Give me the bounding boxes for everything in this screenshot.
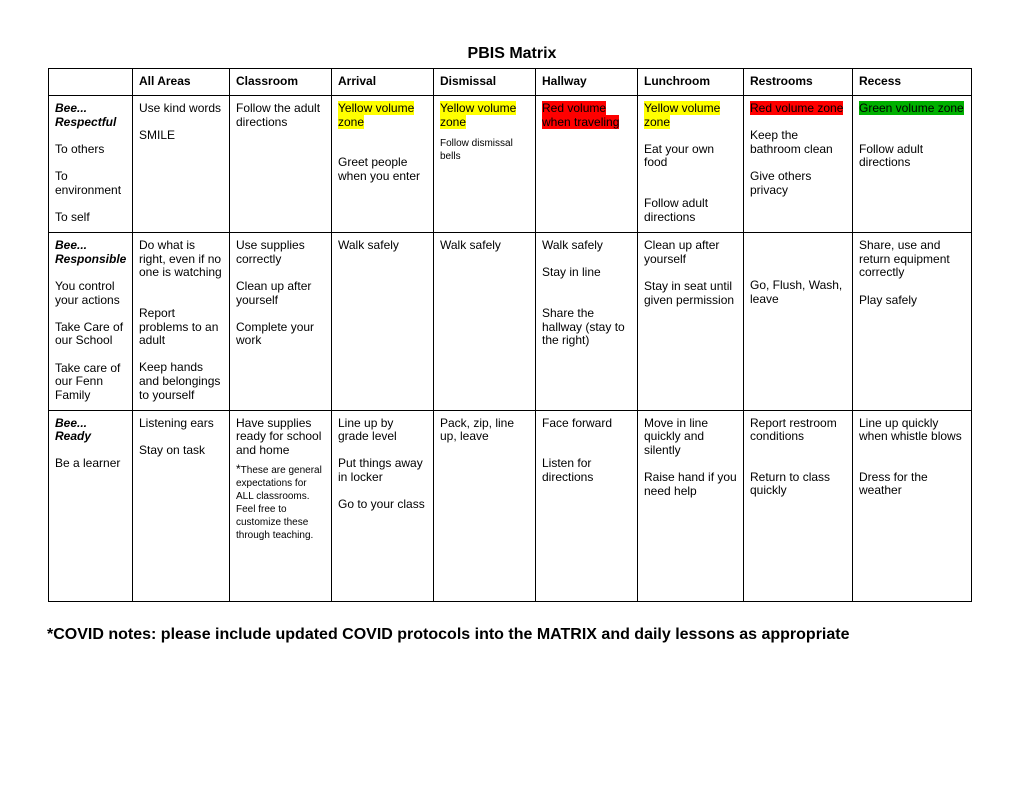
cell-responsible-hallway bbox=[536, 233, 638, 410]
cell-ready-classroom bbox=[230, 410, 332, 601]
yellow-volume-zone: Yellow volume zone bbox=[338, 101, 415, 129]
cell-respectful-restrooms bbox=[744, 96, 853, 233]
cell-text: Clean up after yourself bbox=[644, 238, 720, 266]
row-respectful bbox=[49, 96, 972, 233]
header-all-areas: All Areas bbox=[133, 69, 230, 96]
cell-respectful-hallway bbox=[536, 96, 638, 233]
header-recess: Recess bbox=[853, 69, 972, 96]
cell-ready-arrival bbox=[332, 410, 434, 601]
cell-responsible-arrival bbox=[332, 233, 434, 410]
cell-text: Share, use and return equipment correctly bbox=[859, 238, 950, 280]
cell-ready-restrooms bbox=[744, 410, 853, 601]
row-item: To self bbox=[55, 209, 90, 224]
covid-note: *COVID notes: please include updated COVID protocols into the MATRIX and daily lessons as appropriate bbox=[47, 626, 850, 643]
red-volume-zone: Red volume when traveling bbox=[542, 101, 620, 129]
cell-text: SMILE bbox=[139, 128, 176, 143]
cell-respectful-classroom bbox=[230, 96, 332, 233]
cell-respectful-all-areas bbox=[133, 96, 230, 233]
cell-ready-dismissal bbox=[434, 410, 536, 601]
cell-text: Greet people when you enter bbox=[338, 155, 421, 183]
cell-ready-all-areas bbox=[133, 410, 230, 601]
cell-text: Stay in seat until given permission bbox=[644, 279, 735, 307]
row-title: Bee... Respectful bbox=[55, 101, 117, 129]
row-item: To others bbox=[55, 141, 105, 156]
cell-text: Go to your class bbox=[338, 497, 425, 512]
cell-responsible-recess bbox=[853, 233, 972, 410]
cell-responsible-dismissal bbox=[434, 233, 536, 410]
cell-ready-recess bbox=[853, 410, 972, 601]
cell-ready-lunchroom bbox=[638, 410, 744, 601]
header-lunchroom: Lunchroom bbox=[638, 69, 744, 96]
green-volume-zone: Green volume zone bbox=[859, 101, 964, 116]
pbis-matrix-table bbox=[48, 68, 972, 602]
header-restrooms: Restrooms bbox=[744, 69, 853, 96]
cell-text: Share the hallway (stay to the right) bbox=[542, 306, 625, 348]
cell-text: Play safely bbox=[859, 292, 918, 307]
row-item: Take care of our Fenn Family bbox=[55, 360, 121, 402]
cell-text: Keep the bathroom clean bbox=[750, 128, 833, 156]
footnote-marker: * bbox=[236, 462, 241, 477]
cell-text: Use kind words bbox=[139, 101, 222, 116]
cell-text: Move in line quickly and silently bbox=[644, 415, 709, 457]
cell-text: Go, Flush, Wash, leave bbox=[750, 278, 843, 306]
cell-responsible-classroom bbox=[230, 233, 332, 410]
cell-text: Stay on task bbox=[139, 442, 206, 457]
footnote-text: These are general expectations for ALL classrooms. Feel free to customize these through teaching. bbox=[236, 465, 322, 542]
cell-text: Listening ears bbox=[139, 415, 214, 430]
cell-text: Have supplies ready for school and home bbox=[236, 415, 322, 457]
row-title: Bee... Responsible bbox=[55, 238, 127, 266]
cell-text: Follow adult directions bbox=[859, 141, 924, 170]
cell-text: Follow adult directions bbox=[644, 196, 709, 224]
cell-text: Put things away in locker bbox=[338, 456, 423, 484]
cell-respectful-dismissal bbox=[434, 96, 536, 233]
red-volume-zone: Red volume zone bbox=[750, 101, 844, 116]
row-item: Be a learner bbox=[55, 456, 121, 471]
cell-text: Eat your own food bbox=[644, 141, 715, 170]
cell-text: Walk safely bbox=[440, 238, 501, 253]
header-corner bbox=[49, 69, 133, 96]
cell-text: Give others privacy bbox=[750, 169, 812, 197]
header-row bbox=[49, 69, 972, 96]
cell-text: Follow the adult directions bbox=[236, 101, 321, 129]
cell-text: Report problems to an adult bbox=[139, 306, 219, 348]
cell-respectful-lunchroom bbox=[638, 96, 744, 233]
cell-text: Listen for directions bbox=[542, 456, 594, 484]
cell-text: Keep hands and belongings to yourself bbox=[139, 360, 221, 402]
cell-text: Dress for the weather bbox=[859, 469, 928, 498]
cell-respectful-arrival bbox=[332, 96, 434, 233]
cell-responsible-lunchroom bbox=[638, 233, 744, 410]
cell-text: Stay in line bbox=[542, 265, 601, 280]
cell-text: Report restroom conditions bbox=[750, 415, 837, 444]
cell-ready-hallway bbox=[536, 410, 638, 601]
header-arrival: Arrival bbox=[332, 69, 434, 96]
cell-text: Walk safely bbox=[542, 238, 603, 253]
row-item: You control your actions bbox=[55, 279, 120, 307]
row-ready bbox=[49, 410, 972, 601]
page-title: PBIS Matrix bbox=[467, 45, 557, 62]
classroom-footnote bbox=[236, 463, 325, 542]
header-hallway: Hallway bbox=[536, 69, 638, 96]
cell-text: Do what is right, even if no one is watching bbox=[139, 238, 222, 280]
cell-text: Face forward bbox=[542, 415, 613, 430]
cell-responsible-restrooms bbox=[744, 233, 853, 410]
header-dismissal: Dismissal bbox=[434, 69, 536, 96]
row-head-respectful bbox=[49, 96, 133, 233]
cell-text: Walk safely bbox=[338, 238, 399, 253]
row-item: Take Care of our School bbox=[55, 319, 124, 348]
row-head-ready bbox=[49, 410, 133, 601]
yellow-volume-zone: Yellow volume zone bbox=[644, 101, 721, 129]
cell-respectful-recess bbox=[853, 96, 972, 233]
row-item: To environment bbox=[55, 169, 122, 197]
cell-text: Complete your work bbox=[236, 319, 315, 348]
cell-text: Line up quickly when whistle blows bbox=[859, 415, 962, 444]
cell-text: Pack, zip, line up, leave bbox=[440, 415, 515, 444]
row-responsible bbox=[49, 233, 972, 410]
cell-text: Line up by grade level bbox=[338, 415, 397, 444]
cell-text: Clean up after yourself bbox=[236, 279, 312, 307]
cell-text: Follow dismissal bells bbox=[440, 138, 513, 163]
header-classroom: Classroom bbox=[230, 69, 332, 96]
cell-responsible-all-areas bbox=[133, 233, 230, 410]
row-title: Bee... Ready bbox=[55, 415, 92, 444]
cell-text: Raise hand if you need help bbox=[644, 470, 737, 498]
yellow-volume-zone: Yellow volume zone bbox=[440, 101, 517, 129]
cell-text: Return to class quickly bbox=[750, 469, 831, 498]
row-head-responsible bbox=[49, 233, 133, 410]
cell-text: Use supplies correctly bbox=[236, 238, 305, 266]
